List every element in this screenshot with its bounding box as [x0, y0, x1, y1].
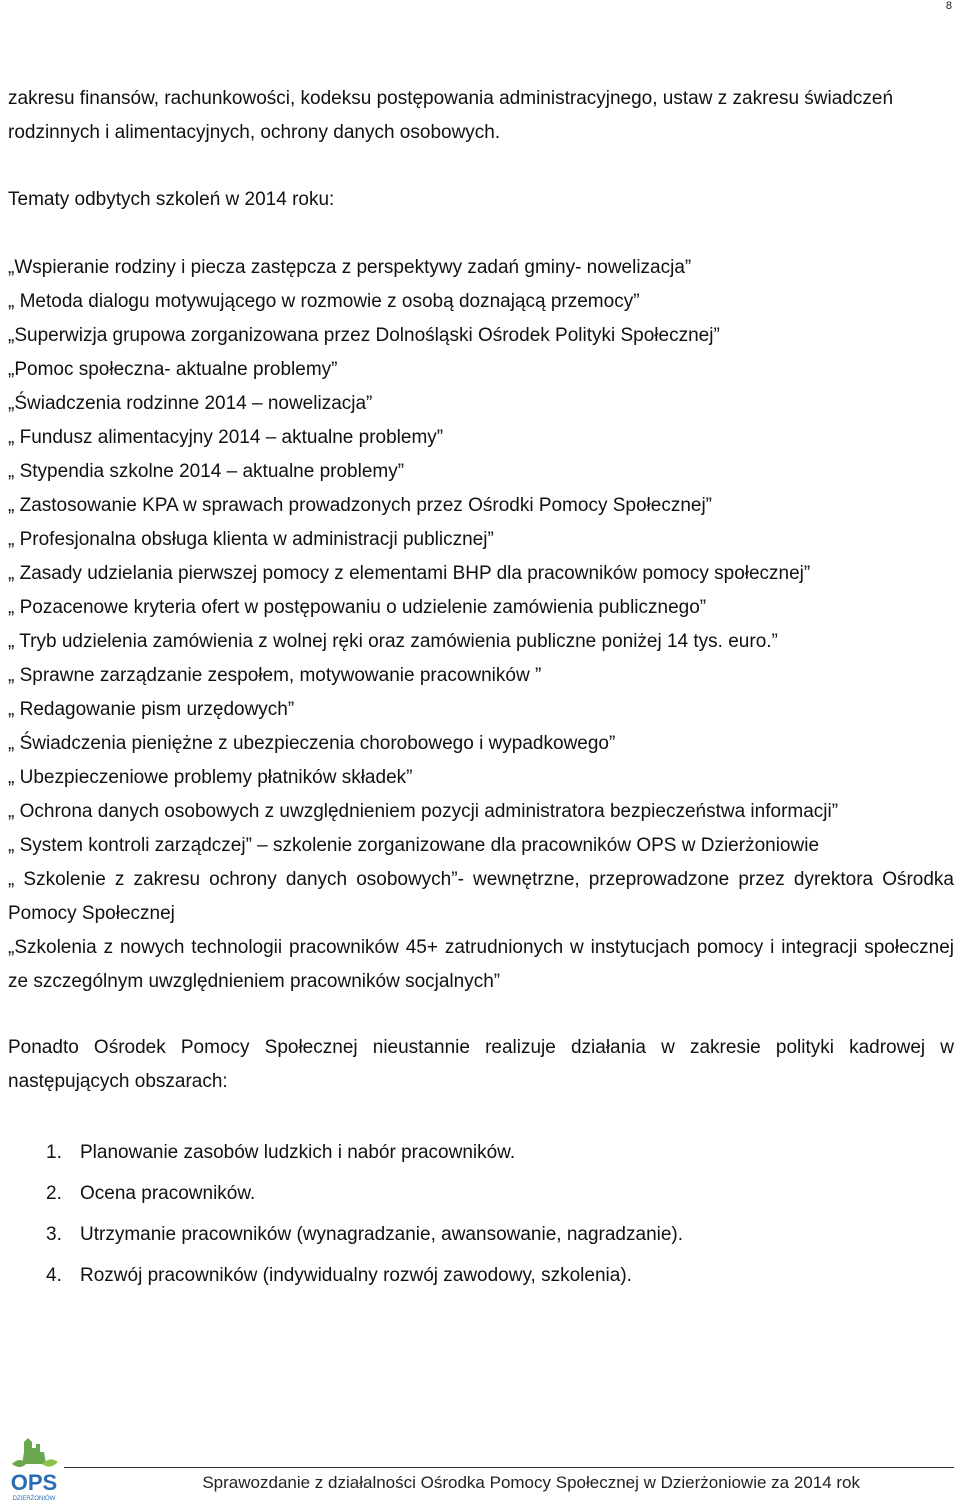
topic-item: „ Szkolenie z zakresu ochrony danych osobowych”- wewnętrzne, przeprowadzone przez dyrektora Ośrodka Pomocy Społecznej	[8, 869, 954, 924]
topic-item: „ Ochrona danych osobowych z uwzględnieniem pozycji administratora bezpieczeństwa informacji”	[8, 801, 839, 822]
page-footer	[0, 1430, 960, 1503]
logo-wordmark: OPS	[10, 1470, 58, 1495]
topic-item: „ Metoda dialogu motywującego w rozmowie z osobą doznającą przemocy”	[8, 291, 640, 312]
topic-item: „ Profesjonalna obsługa klienta w administracji publicznej”	[8, 529, 494, 550]
topic-item: „Superwizja grupowa zorganizowana przez Dolnośląski Ośrodek Polityki Społecznej”	[8, 325, 720, 346]
area-text: Utrzymanie pracowników (wynagradzanie, awansowanie, nagradzanie).	[80, 1224, 684, 1245]
area-item	[46, 1173, 954, 1214]
topics-heading: Tematy odbytych szkoleń w 2014 roku:	[8, 189, 335, 210]
area-item	[46, 1214, 954, 1255]
intro-paragraph: zakresu finansów, rachunkowości, kodeksu postępowania administracyjnego, ustaw z zakresu świadczeń rodzinnych i alimentacyjnych, ochrony danych osobowych.	[8, 88, 894, 143]
topic-item: „ Fundusz alimentacyjny 2014 – aktualne problemy”	[8, 427, 444, 448]
area-number: 4.	[46, 1265, 62, 1286]
topic-item: „Świadczenia rodzinne 2014 – nowelizacja”	[8, 393, 373, 414]
area-item	[46, 1132, 954, 1173]
footer-divider	[64, 1467, 954, 1468]
area-item	[46, 1255, 954, 1296]
topic-item: „ Stypendia szkolne 2014 – aktualne problemy”	[8, 461, 405, 482]
topic-item: „ Tryb udzielenia zamówienia z wolnej ręki oraz zamówienia publiczne poniżej 14 tys. euro.”	[8, 631, 778, 652]
logo-tower-shape	[22, 1438, 46, 1464]
ops-logo-icon	[6, 1434, 62, 1502]
summary-paragraph: Ponadto Ośrodek Pomocy Społecznej nieustannie realizuje działania w zakresie polityki kadrowej w następujących obszarach:	[8, 1037, 954, 1092]
topic-item: „ Zasady udzielania pierwszej pomocy z elementami BHP dla pracowników pomocy społecznej”	[8, 563, 811, 584]
training-topics-list	[8, 251, 954, 999]
topic-item: „Szkolenia z nowych technologii pracowników 45+ zatrudnionych w instytucjach pomocy i integracji społecznej ze szczególnym uwzględnieniem pracowników socjalnych”	[8, 937, 954, 992]
hr-areas-list	[8, 1132, 954, 1296]
topic-item: „Wspieranie rodziny i piecza zastępcza z perspektywy zadań gminy- nowelizacja”	[8, 257, 692, 278]
area-text: Rozwój pracowników (indywidualny rozwój zawodowy, szkolenia).	[80, 1265, 632, 1286]
topic-item: „Pomoc społeczna- aktualne problemy”	[8, 359, 338, 380]
footer-title: Sprawozdanie z działalności Ośrodka Pomocy Społecznej w Dzierżoniowie za 2014 rok	[202, 1473, 860, 1492]
topic-item: „ Świadczenia pieniężne z ubezpieczenia chorobowego i wypadkowego”	[8, 733, 616, 754]
page-number: 8	[945, 0, 952, 12]
logo-subtext: DZIERŻONIÓW	[12, 1496, 56, 1502]
topic-item: „ Sprawne zarządzanie zespołem, motywowanie pracowników ”	[8, 665, 542, 686]
area-number: 1.	[46, 1142, 62, 1163]
document-body	[8, 82, 954, 1296]
topic-item: „ Redagowanie pism urzędowych”	[8, 699, 295, 720]
topic-item: „ Zastosowanie KPA w sprawach prowadzonych przez Ośrodki Pomocy Społecznej”	[8, 495, 713, 516]
topic-item: „ System kontroli zarządczej” – szkolenie zorganizowane dla pracowników OPS w Dzierżoniowie	[8, 835, 820, 856]
topic-item: „ Pozacenowe kryteria ofert w postępowaniu o udzielenie zamówienia publicznego”	[8, 597, 707, 618]
area-text: Ocena pracowników.	[80, 1183, 256, 1204]
area-number: 3.	[46, 1224, 62, 1245]
area-number: 2.	[46, 1183, 62, 1204]
area-text: Planowanie zasobów ludzkich i nabór pracowników.	[80, 1142, 516, 1163]
topic-item: „ Ubezpieczeniowe problemy płatników składek”	[8, 767, 413, 788]
